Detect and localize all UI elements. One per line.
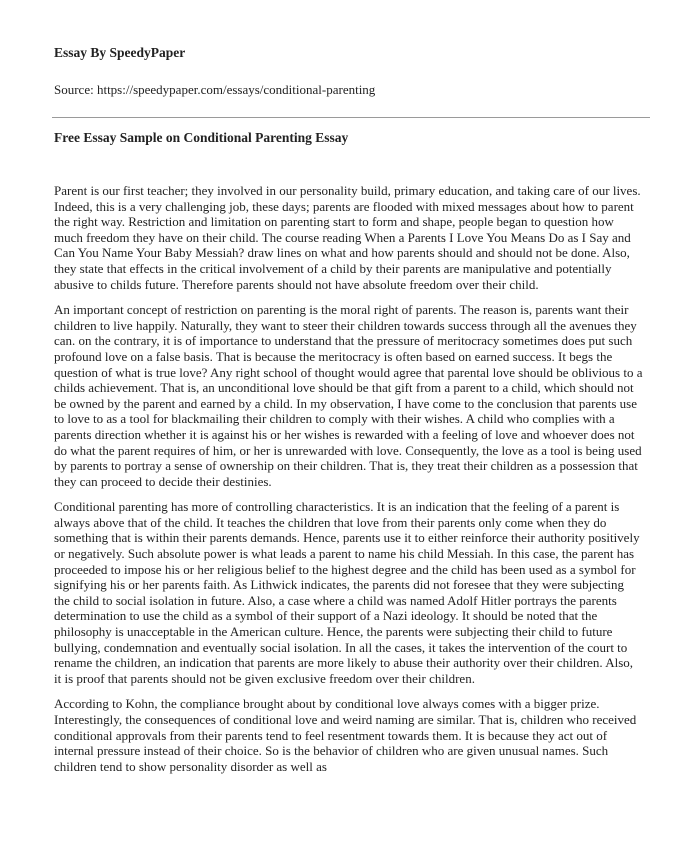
document-brand: Essay By SpeedyPaper bbox=[54, 45, 186, 60]
essay-paragraph: Conditional parenting has more of controlling characteristics. It is an indication that the feeling of a parent is always above that of the child. It teaches the children that love from their parents only come when they do something that is within their parents demands. Hence, parents use it to either reinforce their authority positively or negatively. Such absolute power is what leads a parent to name his child Messiah. In this case, the parent has proceeded to impose his or her religious belief to the highest degree and the child has been used as a symbol for signifying his or her parents faith. As Lithwick indicates, the parents did not foresee that they were subjecting the child to social isolation in future. Also, a case where a child was named Adolf Hitler portrays the parents determination to use the child as a symbol of their support of a Nazi ideology. It should be noted that the philosophy is unacceptable in the American culture. Hence, the parents were subjecting their child to future bullying, condemnation and eventually social isolation. In all the cases, it takes the intervention of the court to rename the children, an indication that parents are more likely to abuse their authority over their children. Also, it is proof that parents should not be given exclusive freedom over their children. bbox=[54, 499, 640, 686]
essay-paragraph: According to Kohn, the compliance brought about by conditional love always comes with a bigger prize. Interestingly, the consequences of conditional love and weird naming are similar. That is, children who received conditional approvals from their parents tend to feel resentment towards them. It is because they act out of internal pressure instead of their choice. So is the behavior of children who are given unusual names. Such children tend to show personality disorder as well as bbox=[54, 696, 637, 774]
essay-body bbox=[54, 183, 643, 774]
essay-paragraph: An important concept of restriction on parenting is the moral right of parents. The reason is, parents want their children to live happily. Naturally, they want to steer their children towards success through all the avenues they can. on the contrary, it is of importance to understand that the pressure of meritocracy sometimes does put such profound love on a false basis. That is because the meritocracy is often based on earned success. It begs the question of what is true love? Any right school of thought would agree that parental love should be oblivious to a childs achievement. That is, an unconditional love should be that gift from a parent to a child, which should not be owned by the parent and earned by a child. In my observation, I have come to the conclusion that parents use to love to as a tool for blackmailing their children to comply with their wishes. A child who complies with a parents direction whether it is against his or her wishes is rewarded with a feeling of love and whoever does not do what the parent requires of him, or her is unrewarded with love. Consequently, the love as a tool is being used by parents to portray a sense of ownership on their children. That is, they treat their children as a possession that they can proceed to decide their destinies. bbox=[54, 302, 643, 489]
document-source: Source: https://speedypaper.com/essays/conditional-parenting bbox=[54, 82, 376, 97]
essay-title: Free Essay Sample on Conditional Parenting Essay bbox=[54, 130, 349, 145]
essay-paragraph: Parent is our first teacher; they involved in our personality build, primary education, and taking care of our lives. Indeed, this is a very challenging job, these days; parents are flooded with mixed messages about how to parent the right way. Restriction and limitation on parenting start to form and shape, people began to question how much freedom they have on their child. The course reading When a Parents I Love You Means Do as I Say and Can You Name Your Baby Messiah? draw lines on what and how parents should and should not be done. Also, they state that effects in the critical involvement of a child by their parents are manipulative and potentially abusive to childs future. Therefore parents should not have absolute freedom over their child. bbox=[54, 183, 641, 292]
header-divider bbox=[52, 117, 650, 118]
